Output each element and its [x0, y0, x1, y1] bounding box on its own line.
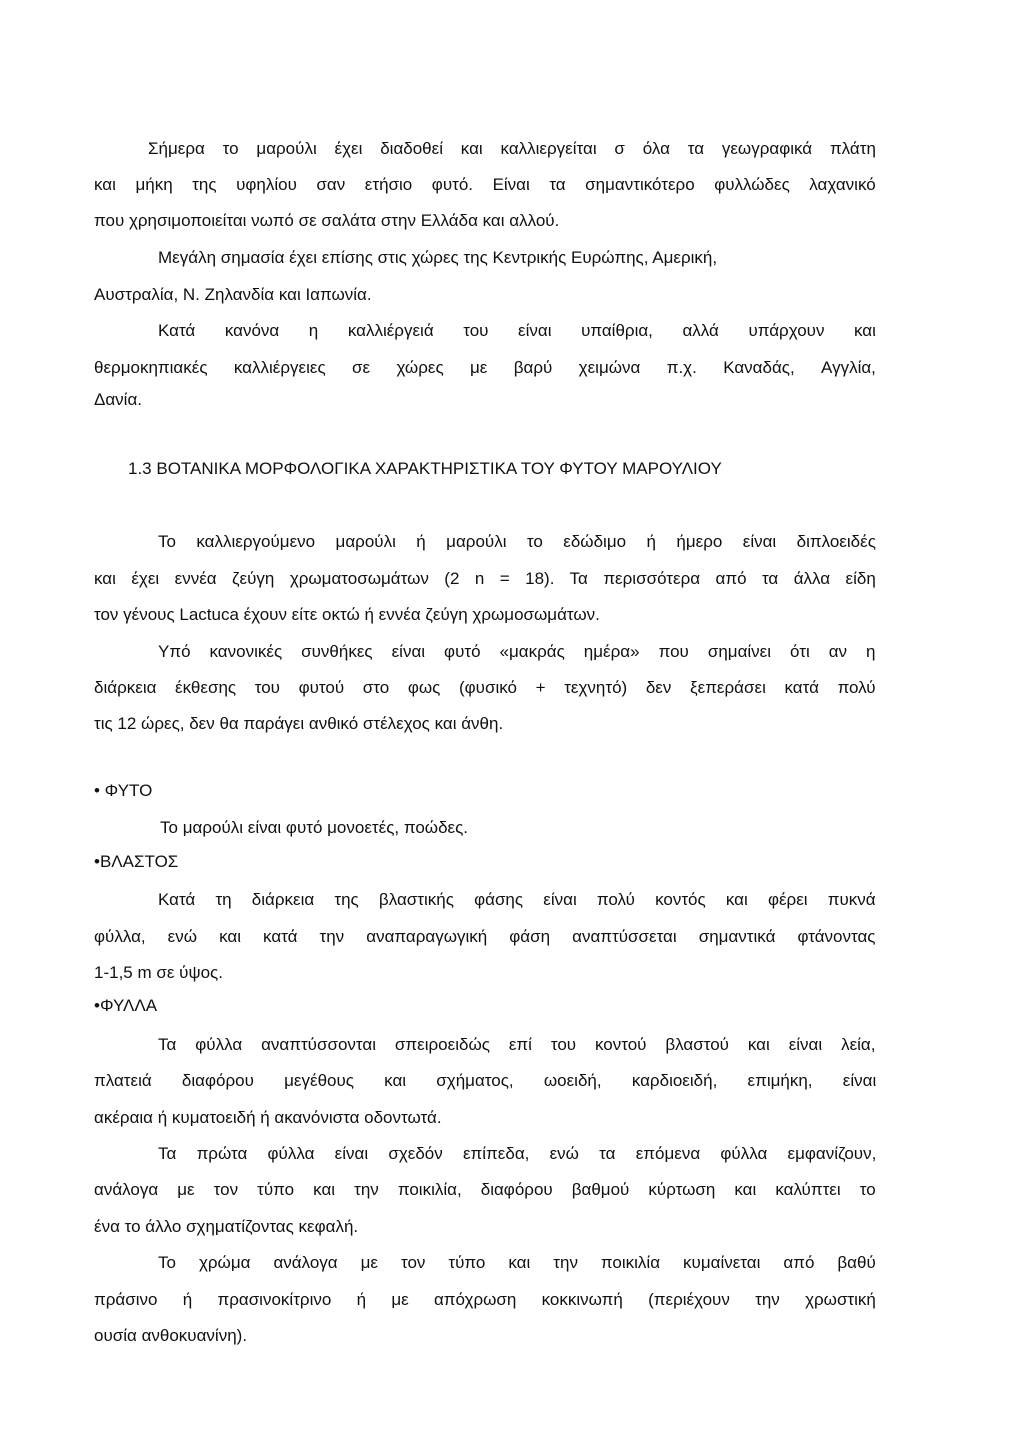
- fylla-p2-line-2: ανάλογα με τον τύπο και την ποικιλία, διαφόρου βαθμού κύρτωση και καλύπτει το: [94, 1180, 876, 1199]
- word: καλλιέργειες: [233, 358, 326, 377]
- intro-p3-line-2: [94, 358, 876, 378]
- word: και: [854, 321, 876, 340]
- fylla-p1-line-1: Τα φύλλα αναπτύσσονται σπειροειδώς επί του κοντού βλαστού και είναι λεία,: [158, 1035, 876, 1054]
- word: θερμοκηπιακές: [94, 358, 208, 377]
- word: αλλά: [682, 321, 719, 340]
- intro-p1-line-3: που χρησιμοποιείται νωπό σε σαλάτα στην Ελλάδα και αλλού.: [94, 211, 560, 230]
- fylla-p3-line-1: Το χρώμα ανάλογα με τον τύπο και την ποικιλία κυμαίνεται από βαθύ: [158, 1253, 876, 1272]
- vlastos-label: •ΒΛΑΣΤΟΣ: [94, 852, 179, 871]
- word: καλλιέργειά: [347, 321, 434, 340]
- fylla-p1-line-2: πλατειά διαφόρου μεγέθους και σχήματος, ωοειδή, καρδιοειδή, επιμήκη, είναι: [94, 1071, 877, 1090]
- intro-p2-line-1: Μεγάλη σημασία έχει επίσης στις χώρες της Κεντρικής Ευρώπης, Αμερική,: [158, 248, 718, 267]
- section-p2-line-1: Υπό κανονικές συνθήκες είναι φυτό «μακράς ημέρα» που σημαίνει ότι αν η: [158, 642, 876, 661]
- vlastos-line-3: 1-1,5 m σε ύψος.: [94, 963, 223, 982]
- word: η: [308, 321, 319, 340]
- section-p2-line-3: τις 12 ώρες, δεν θα παράγει ανθικό στέλεχος και άνθη.: [94, 714, 504, 733]
- fylla-p3-line-2: πράσινο ή πρασινοκίτρινο ή με απόχρωση κοκκινωπή (περιέχουν την χρωστική: [94, 1290, 876, 1309]
- section-p2-line-2: διάρκεια έκθεσης του φυτού στο φως (φυσικό + τεχνητό) δεν ξεπεράσει κατά πολύ: [94, 678, 876, 697]
- fylla-p3-line-3: ουσία ανθοκυανίνη).: [94, 1326, 248, 1345]
- vlastos-line-1: Κατά τη διάρκεια της βλαστικής φάσης είναι πολύ κοντός και φέρει πυκνά: [158, 890, 876, 909]
- word: του: [463, 321, 489, 340]
- fylla-label: •ΦΥΛΛΑ: [94, 996, 158, 1015]
- intro-p2-line-2: Αυστραλία, Ν. Ζηλανδία και Ιαπωνία.: [94, 285, 372, 304]
- fylla-p2-line-1: Τα πρώτα φύλλα είναι σχεδόν επίπεδα, ενώ τα επόμενα φύλλα εμφανίζουν,: [158, 1144, 877, 1163]
- fyto-label: • ΦΥΤΟ: [94, 781, 153, 800]
- fyto-text: Το μαρούλι είναι φυτό μονοετές, ποώδες.: [160, 818, 469, 837]
- word: υπάρχουν: [748, 321, 825, 340]
- intro-p3-line-1: [158, 321, 876, 341]
- vlastos-line-2: φύλλα, ενώ και κατά την αναπαραγωγική φάση αναπτύσσεται σημαντικά φτάνοντας: [94, 927, 876, 946]
- word: χειμώνα: [578, 358, 641, 377]
- intro-p1-line-1: Σήμερα το μαρούλι έχει διαδοθεί και καλλιεργείται σ όλα τα γεωγραφικά πλάτη: [148, 139, 876, 158]
- section-p1-line-1: Το καλλιεργούμενο μαρούλι ή μαρούλι το εδώδιμο ή ήμερο είναι διπλοειδές: [158, 532, 876, 551]
- word: είναι: [518, 321, 552, 340]
- word: κανόνα: [224, 321, 280, 340]
- word: Καναδάς,: [723, 358, 795, 377]
- word: υπαίθρια,: [581, 321, 653, 340]
- word: βαρύ: [513, 358, 553, 377]
- word: Κατά: [158, 321, 196, 340]
- section-p1-line-2: και έχει εννέα ζεύγη χρωματοσωμάτων (2 n = 18). Τα περισσότερα από τα άλλα είδη: [94, 569, 876, 588]
- intro-p3-line-3: Δανία.: [94, 390, 143, 409]
- word: Αγγλία,: [821, 358, 876, 377]
- fylla-p1-line-3: ακέραια ή κυματοειδή ή ακανόνιστα οδοντωτά.: [94, 1108, 442, 1127]
- word: σε: [352, 358, 371, 377]
- intro-p1-line-2: και μήκη της υφηλίου σαν ετήσιο φυτό. Είναι τα σημαντικότερο φυλλώδες λαχανικό: [94, 175, 876, 194]
- word: π.χ.: [666, 358, 697, 377]
- word: με: [470, 358, 488, 377]
- section-p1-line-3: τον γένους Lactuca έχουν είτε οκτώ ή εννέα ζεύγη χρωμοσωμάτων.: [94, 605, 600, 624]
- fylla-p2-line-3: ένα το άλλο σχηματίζοντας κεφαλή.: [94, 1217, 359, 1236]
- word: χώρες: [396, 358, 444, 377]
- section-heading: 1.3 ΒΟΤΑΝΙΚΑ ΜΟΡΦΟΛΟΓΙΚΑ ΧΑΡΑΚΤΗΡΙΣΤΙΚΑ ΤΟΥ ΦΥΤΟΥ ΜΑΡΟΥΛΙΟΥ: [128, 459, 722, 478]
